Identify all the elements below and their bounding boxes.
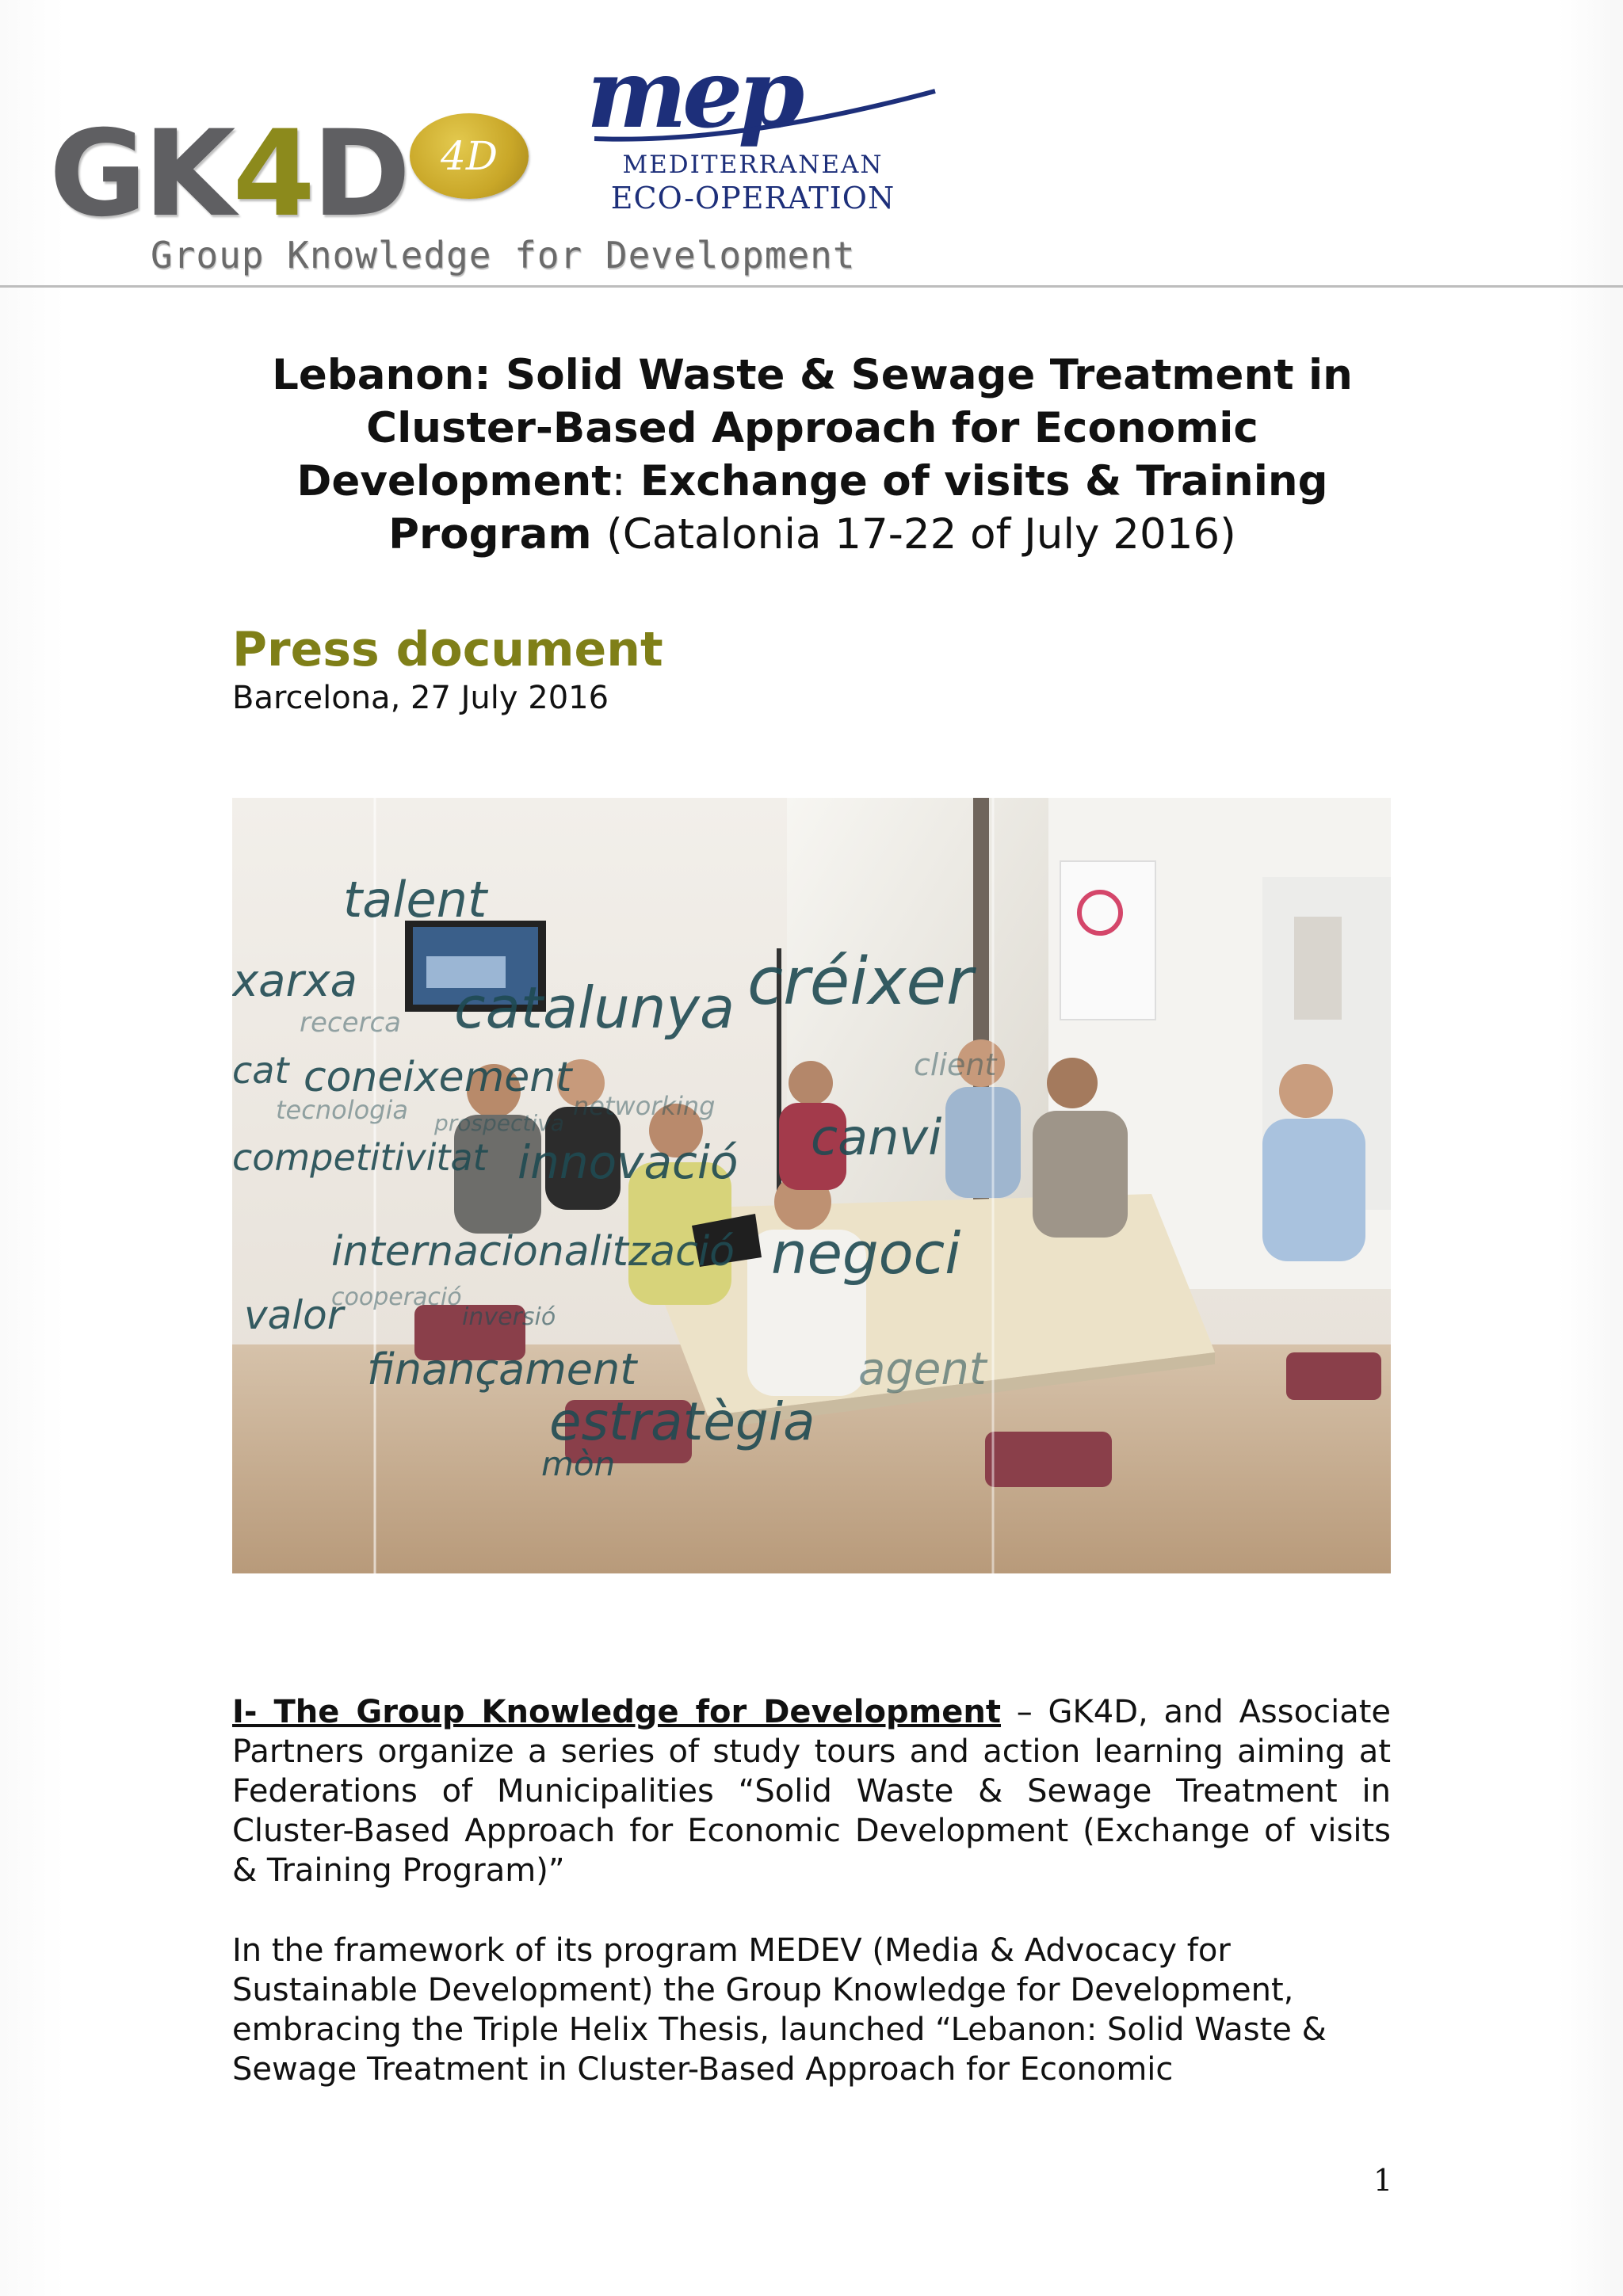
svg-text:tecnologia: tecnologia <box>276 1095 408 1125</box>
page-header <box>0 0 1623 293</box>
press-document-heading: Press document <box>232 622 663 677</box>
svg-text:mep: mep <box>586 48 800 150</box>
gk4d-logo <box>49 105 498 250</box>
svg-text:coneixement: coneixement <box>304 1054 572 1101</box>
mep-script-mark <box>579 48 943 151</box>
svg-text:negoci: negoci <box>771 1220 961 1287</box>
svg-text:agent: agent <box>858 1344 987 1395</box>
title-line-1: Lebanon: Solid Waste & Sewage Treatment in <box>272 351 1353 399</box>
header-divider <box>0 285 1623 288</box>
mep-logo <box>563 48 943 214</box>
section-1-text: – GK4D, and Associate Partners organize a series of study tours and action learning aiming at Federations of Municipalities “Solid Waste & Sewage Treatment in Cluster-Based Approach for Economic Development (Exchange of visits & Training Program)” <box>232 1694 1391 1889</box>
framework-paragraph: In the framework of its program MEDEV (Media & Advocacy for Sustainable Development) the Group Knowledge for Development, embracing the Triple Helix Thesis, launched “Lebanon: Solid Waste & Sewage Treatment in Cluster-Based Approach for Economic <box>232 1932 1327 2088</box>
gk4d-logo-badge: 4D <box>410 113 529 199</box>
svg-text:prospectiva: prospectiva <box>434 1110 564 1136</box>
svg-text:client: client <box>914 1047 997 1082</box>
press-dateline: Barcelona, 27 July 2016 <box>232 680 609 716</box>
meeting-room-illustration <box>232 798 1391 1573</box>
svg-text:xarxa: xarxa <box>232 955 357 1007</box>
title-line-2: Cluster-Based Approach for Economic <box>366 404 1258 452</box>
section-1-heading: I- The Group Knowledge for Development <box>232 1694 1001 1730</box>
svg-text:recerca: recerca <box>300 1007 402 1039</box>
section-1-paragraph <box>232 1692 1391 1890</box>
svg-text:competitivitat: competitivitat <box>232 1136 487 1179</box>
svg-text:innovació: innovació <box>517 1135 739 1189</box>
page-number: 1 <box>1373 2163 1393 2198</box>
svg-text:networking: networking <box>573 1091 716 1121</box>
document-title <box>214 349 1411 561</box>
svg-text:talent: talent <box>343 871 487 929</box>
mep-line-eco-operation: ECO-OPERATION <box>610 181 896 215</box>
svg-text:internacionalització: internacionalització <box>331 1228 735 1276</box>
title-line-3: Development: Exchange of visits & Training <box>296 457 1328 505</box>
svg-text:créixer: créixer <box>747 944 973 1020</box>
svg-text:cooperació: cooperació <box>331 1283 462 1311</box>
mep-line-mediterranean: MEDITERRANEAN <box>622 151 884 179</box>
svg-text:finançament: finançament <box>367 1344 637 1394</box>
meeting-room-photo <box>232 798 1391 1573</box>
svg-text:canvi: canvi <box>811 1108 942 1166</box>
svg-text:estratègia: estratègia <box>549 1391 815 1452</box>
svg-text:valor: valor <box>244 1292 344 1338</box>
gk4d-logo-wordmark: GK4D <box>49 105 408 243</box>
title-line-4: Program (Catalonia 17-22 of July 2016) <box>388 510 1236 559</box>
gk4d-tagline: Group Knowledge for Development <box>151 234 856 277</box>
svg-text:mòn: mòn <box>541 1444 616 1483</box>
svg-text:cat: cat <box>232 1049 289 1092</box>
svg-text:inversió: inversió <box>462 1303 556 1331</box>
svg-text:catalunya: catalunya <box>454 974 735 1041</box>
